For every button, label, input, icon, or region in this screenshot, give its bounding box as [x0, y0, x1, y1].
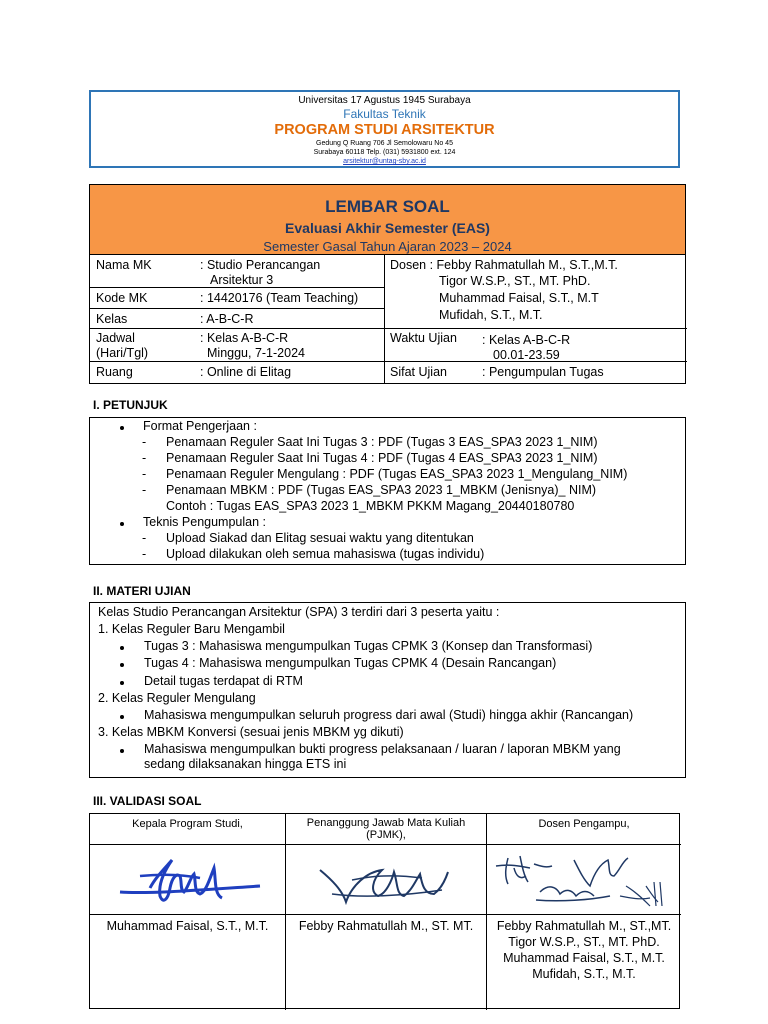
bullet-icon — [120, 663, 124, 667]
nama-mk-value: : Studio Perancangan — [200, 258, 321, 272]
bullet-icon — [120, 426, 124, 430]
sifat-label: Sifat Ujian — [390, 365, 447, 379]
letterhead — [89, 90, 680, 168]
kelas-value: : A-B-C-R — [200, 312, 254, 326]
materi-item-3: 3. Kelas MBKM Konversi (sesuai jenis MBKM yg dikuti) — [98, 725, 404, 739]
materi-item-1: 1. Kelas Reguler Baru Mengambil — [98, 622, 285, 636]
petunjuk-box — [89, 417, 686, 565]
sheet-title: LEMBAR SOAL — [325, 197, 450, 216]
materi-box — [89, 602, 686, 778]
petunjuk-title: I. PETUNJUK — [93, 398, 168, 412]
dash-icon: - — [142, 547, 147, 561]
bullet-icon — [120, 715, 124, 719]
pjmk-caption-2: (PJMK), — [366, 829, 406, 841]
sheet-subtitle: Evaluasi Akhir Semester (EAS) — [285, 220, 490, 236]
materi-item-2: 2. Kelas Reguler Mengulang — [98, 691, 256, 705]
jadwal-label-2: (Hari/Tgl) — [96, 346, 149, 360]
materi-intro: Kelas Studio Perancangan Arsitektur (SPA) 3 terdiri dari 3 peserta yaitu : — [98, 605, 500, 619]
dash-icon: - — [142, 435, 147, 449]
kaprodi-name: Muhammad Faisal, S.T., M.T. — [106, 919, 269, 933]
dash-icon: - — [142, 451, 147, 465]
format-item: Penamaan Reguler Saat Ini Tugas 3 : PDF (Tugas 3 EAS_SPA3 2023 1_NIM) — [166, 435, 598, 449]
jadwal-label: Jadwal — [96, 331, 135, 345]
waktu-value-2: 00.01-23.59 — [493, 348, 560, 362]
pjmk-signature — [312, 850, 462, 910]
exam-info-table — [90, 255, 685, 383]
exam-sheet-header — [90, 185, 685, 255]
address-line-2: Surabaya 60118 Telp. (031) 5931800 ext. 124 — [313, 149, 456, 156]
exam-sheet — [89, 184, 686, 384]
dosen-signatures — [490, 846, 678, 912]
format-item: Penamaan Reguler Mengulang : PDF (Tugas EAS_SPA3 2023 1_Mengulang_NIM) — [166, 467, 628, 481]
validasi-title: III. VALIDASI SOAL — [93, 794, 202, 808]
bullet-icon — [120, 646, 124, 650]
address-line-1: Gedung Q Ruang 706 Jl Semolowaru No 45 — [316, 140, 453, 147]
teknis-item: Upload Siakad dan Elitag sesuai waktu yang ditentukan — [166, 531, 474, 545]
kode-mk-value: : 14420176 (Team Teaching) — [200, 291, 359, 305]
materi-sub-item: Tugas 3 : Mahasiswa mengumpulkan Tugas CPMK 3 (Konsep dan Transformasi) — [144, 639, 593, 653]
materi-sub-item-cont: sedang dilaksanakan hingga ETS ini — [144, 757, 347, 771]
kelas-label: Kelas — [96, 312, 128, 326]
kaprodi-caption: Kepala Program Studi, — [132, 818, 243, 830]
sifat-value: : Pengumpulan Tugas — [482, 365, 604, 379]
dash-icon: - — [142, 531, 147, 545]
program-name: PROGRAM STUDI ARSITEKTUR — [274, 122, 495, 138]
bullet-icon — [120, 522, 124, 526]
materi-sub-item: Detail tugas terdapat di RTM — [144, 674, 303, 688]
validasi-table — [89, 813, 680, 1009]
kode-mk-label: Kode MK — [96, 291, 148, 305]
format-example: Contoh : Tugas EAS_SPA3 2023 1_MBKM PKKM Magang_20440180780 — [166, 499, 575, 513]
dosen-name-4: Mufidah, S.T., M.T. — [532, 967, 636, 981]
bullet-icon — [120, 681, 124, 685]
format-item: Penamaan MBKM : PDF (Tugas EAS_SPA3 2023 1_MBKM (Jenisnya)_ NIM) — [166, 483, 597, 497]
dosen-3: Muhammad Faisal, S.T., M.T — [439, 291, 599, 305]
email-link[interactable]: arsitektur@untag-sby.ac.id — [343, 158, 426, 165]
dosen-name-1: Febby Rahmatullah M., ST.,MT. — [496, 919, 672, 933]
materi-sub-item: Tugas 4 : Mahasiswa mengumpulkan Tugas CPMK 4 (Desain Rancangan) — [144, 656, 557, 670]
ruang-label: Ruang — [96, 365, 133, 379]
faculty-name: Fakultas Teknik — [343, 107, 426, 121]
dosen-label: Dosen : Febby Rahmatullah M., S.T.,M.T. — [390, 258, 618, 272]
kaprodi-signature — [110, 848, 270, 910]
sheet-semester: Semester Gasal Tahun Ajaran 2023 – 2024 — [263, 239, 512, 254]
materi-sub-item: Mahasiswa mengumpulkan seluruh progress dari awal (Studi) hingga akhir (Rancangan) — [144, 708, 634, 722]
university-name: Universitas 17 Agustus 1945 Surabaya — [298, 95, 471, 106]
dash-icon: - — [142, 483, 147, 497]
nama-mk-label: Nama MK — [96, 258, 152, 272]
teknis-heading: Teknis Pengumpulan : — [143, 515, 266, 529]
bullet-icon — [120, 749, 124, 753]
dash-icon: - — [142, 467, 147, 481]
waktu-value: : Kelas A-B-C-R — [482, 333, 571, 347]
pjmk-name: Febby Rahmatullah M., ST. MT. — [298, 919, 474, 933]
dosen-4: Mufidah, S.T., M.T. — [439, 308, 543, 322]
nama-mk-value-2: Arsitektur 3 — [210, 273, 274, 287]
materi-title: II. MATERI UJIAN — [93, 584, 191, 598]
materi-sub-item: Mahasiswa mengumpulkan bukti progress pelaksanaan / luaran / laporan MBKM yang — [144, 742, 621, 756]
teknis-item: Upload dilakukan oleh semua mahasiswa (tugas individu) — [166, 547, 485, 561]
waktu-label: Waktu Ujian — [390, 331, 457, 345]
ruang-value: : Online di Elitag — [200, 365, 292, 379]
dosen-2: Tigor W.S.P., ST., MT. PhD. — [439, 274, 591, 288]
dosen-name-2: Tigor W.S.P., ST., MT. PhD. — [508, 935, 660, 949]
dosen-caption: Dosen Pengampu, — [538, 818, 630, 830]
jadwal-value-2: Minggu, 7-1-2024 — [207, 346, 305, 360]
pjmk-caption: Penanggung Jawab Mata Kuliah — [306, 817, 466, 829]
format-item: Penamaan Reguler Saat Ini Tugas 4 : PDF (Tugas 4 EAS_SPA3 2023 1_NIM) — [166, 451, 598, 465]
dosen-name-3: Muhammad Faisal, S.T., M.T. — [503, 951, 665, 965]
format-heading: Format Pengerjaan : — [143, 419, 257, 433]
jadwal-value: : Kelas A-B-C-R — [200, 331, 289, 345]
